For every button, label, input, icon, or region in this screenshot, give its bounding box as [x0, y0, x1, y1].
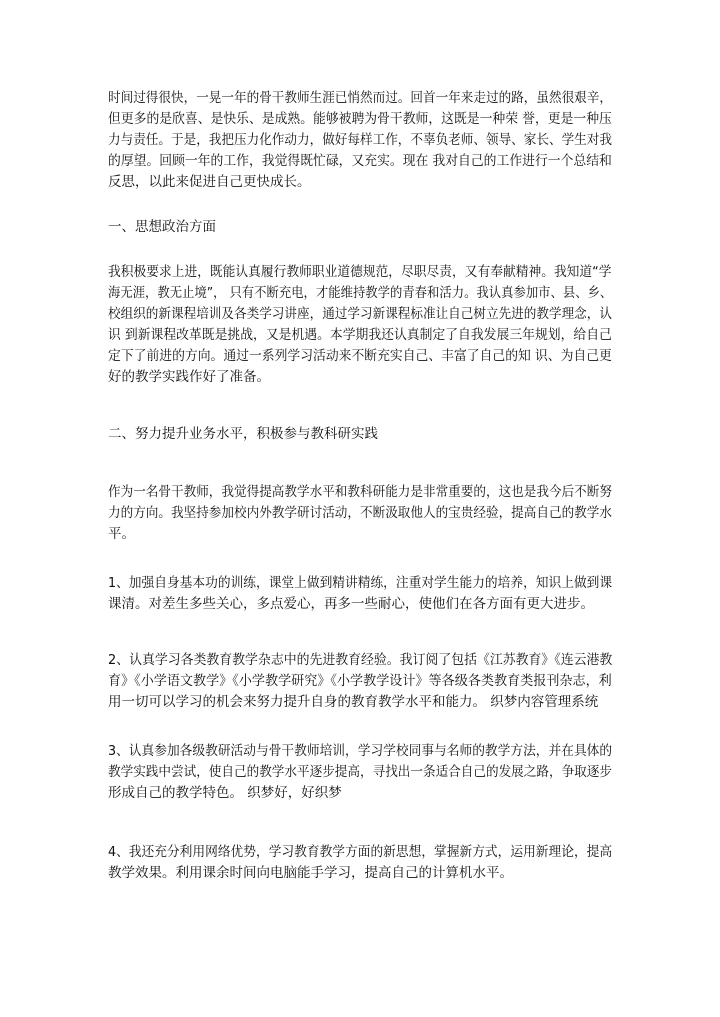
text-line: 时间过得很快，一晃一年的骨干教师生涯已悄然而过。回首一年来走过的路，虽然很艰辛，: [108, 90, 612, 106]
text-line: 校组织的新课程培训及各类学习讲座，通过学习新课程标准让自己树立先进的教学理念，认: [108, 306, 612, 322]
text-line: 但更多的是欣喜、是快乐、是成熟。能够被聘为骨干教师，这既是一种荣 誉，更是一种压: [108, 111, 612, 127]
text-line: 的厚望。回顾一年的工作，我觉得既忙碌，又充实。现在 我对自己的工作进行一个总结和: [108, 153, 612, 169]
text-line: 用一切可以学习的机会来努力提升自身的教育教学水平和能力。 织梦内容管理系统: [108, 694, 599, 710]
heading-text: 二、努力提升业务水平，积极参与教科研实践: [108, 426, 378, 442]
text-line: 形成自己的教学特色。 织梦好，好织梦: [108, 785, 342, 801]
text-line: 反思，以此来促进自己更快成长。: [108, 174, 311, 190]
text-line: 育》《小学语文教学》《小学教学研究》《小学教学设计》等各级各类教育类报刊杂志，利: [108, 673, 612, 689]
text-line: 好的教学实践作好了准备。: [108, 369, 270, 385]
text-line: 1、加强自身基本功的训练，课堂上做到精讲精练，注重对学生能力的培养，知识上做到课: [108, 575, 613, 591]
list-item-3: [108, 741, 612, 804]
list-item-2: [108, 650, 612, 713]
list-item-4: [108, 842, 612, 884]
text-line: 平。: [108, 526, 135, 542]
text-line: 教学实践中尝试，使自己的教学水平逐步提高，寻找出一条适合自己的发展之路，争取逐步: [108, 764, 612, 780]
section-heading-2: [108, 424, 612, 445]
text-line: 定下了前进的方向。通过一系列学习活动来不断充实自己、丰富了自己的知 识、为自己更: [108, 348, 612, 364]
intro-paragraph: [108, 88, 612, 193]
text-line: 识 到新课程改革既是挑战，又是机遇。本学期我还认真制定了自我发展三年规划，给自己: [108, 327, 612, 343]
text-line: 力的方向。我坚持参加校内外教学研讨活动，不断汲取他人的宝贵经验，提高自己的教学水: [108, 505, 612, 521]
section-2-paragraph: [108, 482, 612, 545]
text-line: 4、我还充分利用网络优势，学习教育教学方面的新思想，掌握新方式，运用新理论，提高: [108, 844, 613, 860]
section-heading-1: [108, 217, 612, 238]
section-1-paragraph: [108, 262, 612, 388]
text-line: 教学效果。利用课余时间向电脑能手学习，提高自己的计算机水平。: [108, 865, 513, 881]
text-line: 2、认真学习各类教育教学杂志中的先进教育经验。我订阅了包括《江苏教育》《连云港教: [108, 652, 613, 668]
text-line: 力与责任。于是，我把压力化作动力，做好每样工作，不辜负老师、领导、家长、学生对我: [108, 132, 612, 148]
heading-text: 一、思想政治方面: [108, 219, 216, 235]
text-line: 作为一名骨干教师，我觉得提高教学水平和教科研能力是非常重要的，这也是我今后不断努: [108, 484, 612, 500]
list-item-1: [108, 573, 612, 615]
text-line: 3、认真参加各级教研活动与骨干教师培训，学习学校同事与名师的教学方法，并在具体的: [108, 743, 613, 759]
text-line: 我积极要求上进，既能认真履行教师职业道德规范，尽职尽责，又有奉献精神。我知道“学: [108, 264, 612, 280]
text-line: 课清。对差生多些关心，多点爱心，再多一些耐心，使他们在各方面有更大进步。: [108, 596, 594, 612]
text-line: 海无涯，教无止境”， 只有不断充电，才能维持教学的青春和活力。我认真参加市、县、乡、: [108, 285, 613, 301]
